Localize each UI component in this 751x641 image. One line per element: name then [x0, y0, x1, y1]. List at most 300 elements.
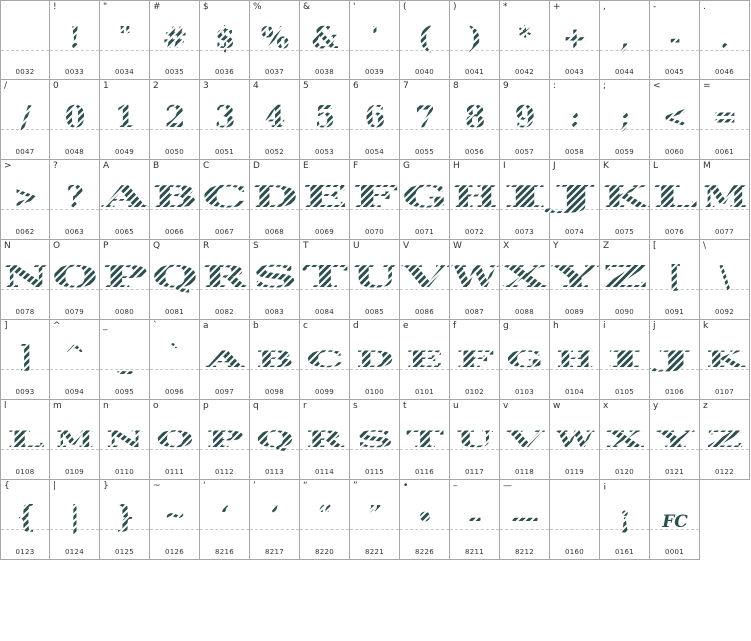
- glyph-sample: I: [606, 347, 644, 373]
- glyph-sample: G: [402, 180, 448, 215]
- glyph-code: 0119: [564, 468, 584, 476]
- glyph-char-label: f: [453, 321, 457, 331]
- glyph-cell: [250, 0, 300, 80]
- glyph-sample: ‘: [220, 501, 230, 531]
- glyph-code: 0101: [414, 388, 434, 396]
- glyph-cell: [100, 240, 150, 320]
- glyph-char-label: ”: [353, 481, 358, 491]
- glyph-char-label: :: [553, 81, 557, 91]
- glyph-cell: [100, 0, 150, 80]
- glyph-sample: J: [542, 180, 598, 215]
- glyph-char-label: O: [53, 241, 61, 251]
- glyph-char-label: ^: [53, 321, 61, 331]
- glyph-char-label: B: [153, 161, 160, 171]
- glyph-code: 0065: [114, 228, 134, 236]
- glyph-cell: [150, 240, 200, 320]
- glyph-cell: [400, 320, 450, 400]
- glyph-char-label: (: [403, 2, 407, 12]
- glyph-char-label: \: [703, 241, 707, 251]
- glyph-sample: D: [252, 180, 298, 215]
- glyph-sample: [: [667, 260, 683, 295]
- glyph-sample: N: [3, 260, 49, 295]
- glyph-sample: &: [311, 21, 339, 56]
- glyph-code: 0062: [15, 228, 35, 236]
- glyph-char-label: ]: [4, 321, 8, 331]
- glyph-cell: [150, 160, 200, 240]
- glyph-char-label: Q: [153, 241, 161, 251]
- glyph-char-label: +: [553, 2, 561, 12]
- glyph-sample: B: [256, 347, 294, 373]
- glyph-char-label: ": [103, 2, 108, 12]
- glyph-code: 0077: [714, 228, 734, 236]
- glyph-code: 0039: [364, 68, 384, 76]
- glyph-code: 0035: [164, 68, 184, 76]
- glyph-code: 0114: [314, 468, 334, 476]
- glyph-sample: V: [503, 427, 547, 453]
- glyph-code: 0120: [614, 468, 634, 476]
- glyph-char-label: `: [153, 321, 158, 331]
- glyph-code: 0053: [314, 148, 334, 156]
- glyph-char-label: Y: [553, 241, 559, 251]
- glyph-code: 0106: [664, 388, 684, 396]
- glyph-cell: [600, 0, 650, 80]
- glyph-cell: [550, 480, 600, 560]
- glyph-sample: L: [652, 180, 698, 215]
- glyph-char-label: ): [453, 2, 457, 12]
- glyph-code: 0090: [614, 308, 634, 316]
- glyph-code: 8217: [264, 548, 284, 556]
- glyph-cell: [500, 160, 550, 240]
- glyph-cell: [200, 80, 250, 160]
- glyph-code: 0060: [664, 148, 684, 156]
- glyph-sample: +: [562, 21, 588, 56]
- glyph-sample: |: [69, 500, 81, 535]
- glyph-code: 0081: [164, 308, 184, 316]
- glyph-sample: Y: [653, 427, 695, 453]
- glyph-char-label: 5: [303, 81, 309, 91]
- glyph-code: 0036: [214, 68, 234, 76]
- glyph-char-label: t: [403, 401, 407, 411]
- glyph-code: 0055: [414, 148, 434, 156]
- glyph-sample: F: [352, 180, 398, 215]
- glyph-cell: [50, 160, 100, 240]
- glyph-char-label: 8: [453, 81, 459, 91]
- glyph-sample: S: [252, 260, 298, 295]
- glyph-code: 0116: [414, 468, 434, 476]
- glyph-sample: P: [206, 427, 244, 453]
- glyph-cell: [500, 320, 550, 400]
- glyph-sample: F: [456, 347, 495, 373]
- glyph-code: 0001: [664, 548, 684, 556]
- glyph-cell: [200, 320, 250, 400]
- glyph-cell: [0, 80, 50, 160]
- glyph-sample: C: [306, 347, 344, 373]
- glyph-sample: “: [317, 501, 333, 531]
- glyph-sample: K: [602, 180, 650, 215]
- glyph-cell: [500, 480, 550, 560]
- glyph-cell: [650, 0, 700, 80]
- glyph-code: 0066: [164, 228, 184, 236]
- glyph-sample: D: [356, 347, 394, 373]
- glyph-cell: [350, 160, 400, 240]
- glyph-code: 0105: [614, 388, 634, 396]
- glyph-sample: W: [554, 427, 595, 453]
- glyph-code: 0125: [114, 548, 134, 556]
- glyph-char-label: ': [353, 2, 356, 12]
- glyph-cell: [300, 320, 350, 400]
- glyph-sample: U: [352, 260, 398, 295]
- glyph-char-label: 6: [353, 81, 359, 91]
- glyph-sample: X: [502, 260, 550, 295]
- glyph-cell: [150, 0, 200, 80]
- glyph-char-label: 1: [103, 81, 109, 91]
- glyph-char-label: _: [103, 321, 108, 331]
- glyph-cell: [650, 400, 700, 480]
- glyph-char-label: v: [503, 401, 509, 411]
- glyph-cell: [300, 480, 350, 560]
- glyph-sample: 7: [414, 100, 436, 135]
- glyph-code: 0107: [714, 388, 734, 396]
- glyph-char-label: J: [553, 161, 556, 171]
- glyph-cell: [600, 80, 650, 160]
- glyph-sample: H: [556, 347, 594, 373]
- glyph-sample: P: [102, 260, 148, 295]
- glyph-cell: [50, 480, 100, 560]
- glyph-code: 0104: [564, 388, 584, 396]
- glyph-cell: [600, 240, 650, 320]
- glyph-sample: 8: [464, 100, 486, 135]
- glyph-char-label: 9: [503, 81, 509, 91]
- glyph-char-label: i: [603, 321, 606, 331]
- glyph-char-label: 4: [253, 81, 259, 91]
- glyph-cell: [300, 80, 350, 160]
- glyph-char-label: D: [253, 161, 260, 171]
- glyph-sample: W: [450, 260, 500, 295]
- glyph-sample: #: [162, 21, 188, 56]
- glyph-cell: [150, 80, 200, 160]
- glyph-char-label: K: [603, 161, 609, 171]
- glyph-code: 0121: [664, 468, 684, 476]
- glyph-sample: -: [669, 22, 681, 55]
- glyph-code: 0052: [264, 148, 284, 156]
- glyph-cell: [500, 0, 550, 80]
- glyph-char-label: W: [453, 241, 462, 251]
- glyph-cell: [100, 160, 150, 240]
- glyph-sample: –: [468, 501, 482, 534]
- glyph-sample: {: [16, 500, 36, 535]
- glyph-char-label: $: [203, 2, 209, 12]
- glyph-cell: [450, 400, 500, 480]
- glyph-code: 0113: [264, 468, 284, 476]
- glyph-char-label: r: [303, 401, 307, 411]
- glyph-cell: [650, 160, 700, 240]
- glyph-char-label: T: [303, 241, 309, 251]
- glyph-sample: Y: [549, 260, 600, 295]
- glyph-char-label: X: [503, 241, 510, 251]
- glyph-sample: <: [662, 100, 688, 135]
- glyph-char-label: 3: [203, 81, 209, 91]
- glyph-cell: [0, 160, 50, 240]
- glyph-cell: [700, 80, 750, 160]
- glyph-sample: C: [202, 180, 248, 215]
- glyph-sample: E: [406, 347, 444, 373]
- glyph-cell: [50, 80, 100, 160]
- glyph-sample: :: [569, 100, 581, 135]
- glyph-sample: Z: [706, 427, 744, 453]
- glyph-char-label: S: [253, 241, 259, 251]
- glyph-char-label: G: [403, 161, 410, 171]
- glyph-sample: V: [400, 260, 450, 295]
- glyph-sample: FC: [662, 512, 688, 532]
- glyph-code: 0042: [514, 68, 534, 76]
- glyph-code: 8220: [314, 548, 334, 556]
- glyph-code: 0112: [214, 468, 234, 476]
- glyph-sample: I: [502, 180, 548, 215]
- glyph-sample: —: [511, 501, 539, 534]
- glyph-char-label: I: [503, 161, 506, 171]
- glyph-char-label: ¡: [603, 481, 607, 491]
- glyph-sample: ~: [164, 501, 186, 531]
- glyph-char-label: y: [653, 401, 659, 411]
- glyph-cell: [300, 400, 350, 480]
- glyph-cell: [650, 480, 700, 560]
- glyph-sample: ^: [64, 341, 86, 371]
- glyph-char-label: ,: [603, 2, 606, 12]
- glyph-sample: B: [152, 180, 198, 215]
- glyph-code: 0109: [64, 468, 84, 476]
- glyph-cell: [400, 400, 450, 480]
- glyph-sample: U: [456, 427, 494, 453]
- glyph-cell: [50, 0, 100, 80]
- glyph-char-label: o: [153, 401, 159, 411]
- glyph-char-label: 7: [403, 81, 409, 91]
- glyph-cell: [550, 0, 600, 80]
- glyph-code: 0111: [164, 468, 184, 476]
- glyph-sample: O: [52, 260, 98, 295]
- glyph-code: 0041: [464, 68, 484, 76]
- glyph-char-label: e: [403, 321, 409, 331]
- glyph-char-label: •: [403, 481, 409, 491]
- glyph-sample: S: [356, 427, 394, 453]
- glyph-code: 0046: [714, 68, 734, 76]
- glyph-char-label: %: [253, 2, 262, 12]
- glyph-char-label: }: [103, 481, 109, 491]
- glyph-sample: ): [467, 21, 483, 56]
- glyph-code: 8212: [514, 548, 534, 556]
- glyph-sample: %: [260, 21, 290, 56]
- glyph-char-label: h: [553, 321, 559, 331]
- glyph-code: 0075: [614, 228, 634, 236]
- glyph-sample: !: [68, 21, 82, 56]
- glyph-code: 0061: [714, 148, 734, 156]
- glyph-code: 0110: [114, 468, 134, 476]
- glyph-cell: [250, 400, 300, 480]
- glyph-sample: ¡: [618, 500, 632, 535]
- glyph-cell: [200, 0, 250, 80]
- glyph-sample: M: [56, 427, 94, 453]
- glyph-code: 0115: [364, 468, 384, 476]
- glyph-code: 0079: [64, 308, 84, 316]
- glyph-cell: [500, 400, 550, 480]
- glyph-code: 0056: [464, 148, 484, 156]
- glyph-cell: [542, 160, 600, 240]
- glyph-code: 0089: [564, 308, 584, 316]
- glyph-char-label: A: [103, 161, 110, 171]
- glyph-char-label: “: [303, 481, 308, 491]
- glyph-code: 0049: [114, 148, 134, 156]
- glyph-sample: K: [706, 347, 746, 373]
- glyph-code: 0050: [164, 148, 184, 156]
- glyph-char-label: z: [703, 401, 708, 411]
- glyph-sample: Q: [152, 260, 198, 295]
- glyph-char-label: a: [203, 321, 209, 331]
- glyph-char-label: !: [53, 2, 57, 12]
- glyph-cell: [700, 160, 750, 240]
- glyph-cell: [550, 320, 600, 400]
- glyph-sample: 1: [114, 100, 136, 135]
- glyph-char-label: E: [303, 161, 309, 171]
- glyph-cell: [350, 480, 400, 560]
- glyph-sample: 2: [164, 100, 186, 135]
- glyph-cell: [400, 480, 450, 560]
- glyph-char-label: [: [653, 241, 657, 251]
- glyph-cell: [0, 0, 50, 80]
- glyph-sample: .: [720, 22, 730, 55]
- glyph-code: 0040: [414, 68, 434, 76]
- glyph-code: 0082: [214, 308, 234, 316]
- glyph-char-label: x: [603, 401, 609, 411]
- glyph-sample: R: [306, 427, 346, 453]
- glyph-char-label: d: [353, 321, 359, 331]
- glyph-cell: [700, 400, 750, 480]
- glyph-char-label: .: [703, 2, 706, 12]
- glyph-code: 0043: [564, 68, 584, 76]
- glyph-char-label: M: [703, 161, 711, 171]
- glyph-code: 0063: [64, 228, 84, 236]
- glyph-char-label: -: [653, 2, 657, 12]
- glyph-sample: 9: [514, 100, 536, 135]
- glyph-cell: [0, 240, 50, 320]
- glyph-cell: [600, 160, 650, 240]
- glyph-code: 0033: [64, 68, 84, 76]
- glyph-code: 0091: [664, 308, 684, 316]
- glyph-sample: Q: [256, 427, 294, 453]
- glyph-sample: 6: [364, 100, 386, 135]
- glyph-sample: L: [7, 427, 45, 453]
- glyph-char-label: |: [53, 481, 57, 491]
- glyph-cell: [300, 0, 350, 80]
- glyph-sample: H: [452, 180, 498, 215]
- glyph-char-label: Z: [603, 241, 610, 251]
- glyph-code: 0160: [564, 548, 584, 556]
- glyph-sample: X: [606, 427, 647, 453]
- glyph-code: 0097: [214, 388, 234, 396]
- glyph-code: 0032: [15, 68, 35, 76]
- glyph-char-label: b: [253, 321, 259, 331]
- glyph-code: 8221: [364, 548, 384, 556]
- glyph-char-label: 0: [53, 81, 59, 91]
- glyph-cell: [450, 80, 500, 160]
- glyph-char-label: H: [453, 161, 460, 171]
- glyph-code: 0078: [15, 308, 35, 316]
- glyph-char-label: N: [4, 241, 11, 251]
- glyph-code: 0086: [414, 308, 434, 316]
- glyph-sample: /: [20, 100, 32, 135]
- glyph-char-label: –: [453, 481, 458, 491]
- glyph-code: 0103: [514, 388, 534, 396]
- glyph-char-label: L: [653, 161, 659, 171]
- glyph-cell: [650, 80, 700, 160]
- glyph-code: 0047: [15, 148, 35, 156]
- glyph-cell: [350, 400, 400, 480]
- glyph-cell: [100, 400, 150, 480]
- glyph-char-label: ?: [53, 161, 58, 171]
- glyph-code: 0037: [264, 68, 284, 76]
- glyph-char-label: <: [653, 81, 661, 91]
- glyph-sample: 3: [214, 100, 236, 135]
- glyph-code: 0096: [164, 388, 184, 396]
- glyph-code: 0051: [214, 148, 234, 156]
- glyph-code: 0074: [564, 228, 584, 236]
- glyph-sample: >: [13, 180, 39, 215]
- glyph-char-label: m: [53, 401, 62, 411]
- glyph-sample: 4: [264, 100, 286, 135]
- glyph-char-label: q: [253, 401, 259, 411]
- glyph-cell: [550, 80, 600, 160]
- glyph-cell: [500, 240, 550, 320]
- glyph-code: 0054: [364, 148, 384, 156]
- glyph-code: 0118: [514, 468, 534, 476]
- glyph-cell: [600, 480, 650, 560]
- glyph-sample: _: [117, 340, 133, 375]
- glyph-cell: [600, 400, 650, 480]
- glyph-char-label: s: [353, 401, 358, 411]
- glyph-cell: [0, 320, 50, 400]
- glyph-code: 0080: [114, 308, 134, 316]
- glyph-sample: •: [416, 501, 434, 534]
- glyph-cell: [350, 80, 400, 160]
- glyph-char-label: U: [353, 241, 360, 251]
- glyph-code: 0093: [15, 388, 35, 396]
- glyph-sample: 5: [314, 100, 336, 135]
- glyph-cell: [450, 160, 500, 240]
- glyph-cell: [250, 240, 300, 320]
- glyph-cell: [200, 240, 250, 320]
- glyph-sample: 0: [64, 100, 86, 135]
- glyph-char-label: {: [4, 481, 10, 491]
- glyph-char-label: =: [703, 81, 711, 91]
- glyph-cell: [0, 400, 50, 480]
- glyph-code: 0073: [514, 228, 534, 236]
- glyph-sample: T: [302, 260, 350, 295]
- glyph-cell: [550, 240, 600, 320]
- glyph-cell: [350, 320, 400, 400]
- glyph-sample: O: [156, 427, 194, 453]
- glyph-cell: [50, 320, 100, 400]
- glyph-code: 8211: [464, 548, 484, 556]
- glyph-sample: A: [203, 347, 247, 373]
- baseline-guide: [550, 529, 599, 530]
- glyph-cell: [700, 240, 750, 320]
- glyph-sample: T: [406, 427, 446, 453]
- glyph-cell: [400, 240, 450, 320]
- glyph-char-label: n: [103, 401, 109, 411]
- glyph-char-label: k: [703, 321, 709, 331]
- glyph-char-label: *: [503, 2, 508, 12]
- glyph-cell: [250, 480, 300, 560]
- glyph-sample: M: [702, 180, 748, 215]
- glyph-char-label: —: [503, 481, 512, 491]
